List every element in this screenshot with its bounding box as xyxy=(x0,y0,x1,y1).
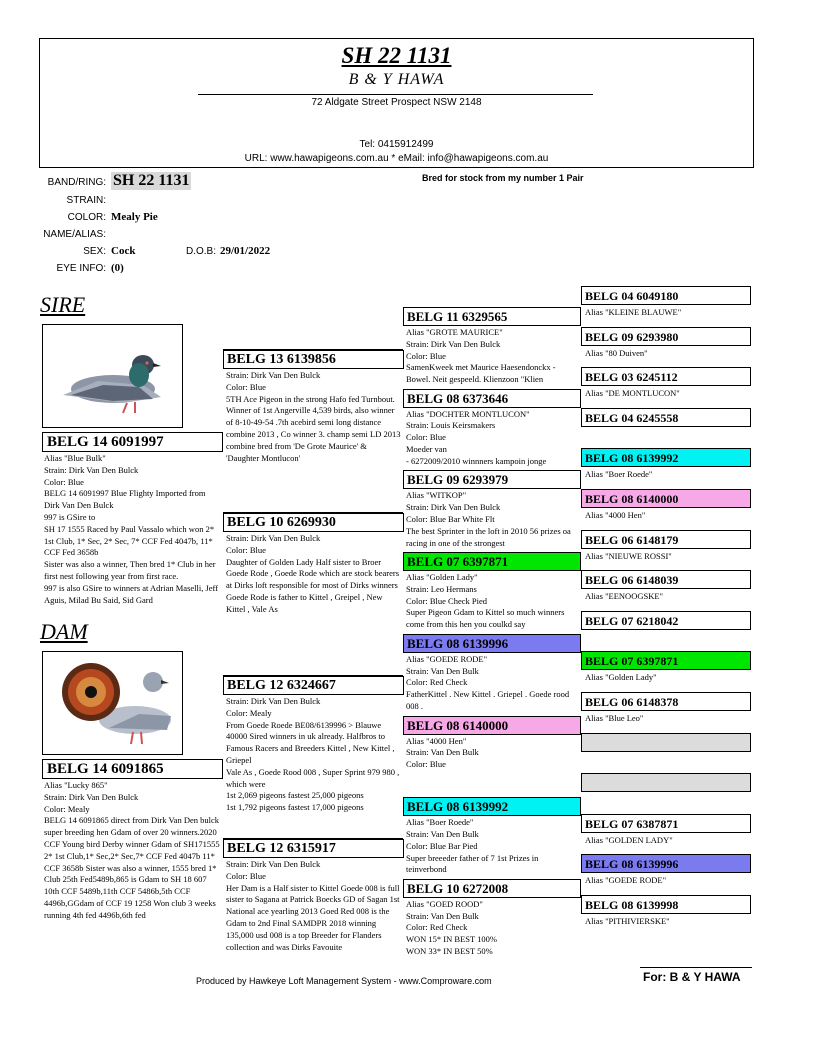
gen2-info xyxy=(226,859,402,977)
info-line: WON 15* IN BEST 100% xyxy=(406,934,497,945)
info-line: Vale As , Goede Rood 008 , Super Sprint 979 980 , which were xyxy=(226,766,400,789)
info-line: Strain: Leo Hermans xyxy=(406,583,477,594)
header-url-email: URL: www.hawapigeons.com.au * eMail: info@hawapigeons.com.au xyxy=(244,153,549,164)
gen4-ring: BELG 09 6293980 xyxy=(581,327,751,346)
pedigree-header xyxy=(39,38,754,168)
gen4-alias: Alias "PITHIVIERSKE" xyxy=(585,916,670,926)
info-line: Color: Blue xyxy=(226,544,266,555)
band-label: BAND/RING: xyxy=(47,177,106,188)
info-line: The best Sprinter in the loft in 2010 56 prizes oa racing in one of the strongest xyxy=(406,525,571,548)
gen4-alias: Alias "80 Duiven" xyxy=(585,347,648,358)
footer-produced-by: Produced by Hawkeye Loft Management System - www.Comproware.com xyxy=(196,976,492,986)
gen3-info xyxy=(406,654,578,713)
gen4-ring xyxy=(581,733,751,752)
info-line: Alias "Lucky 865" xyxy=(44,780,108,790)
gen4-ring: BELG 08 6139992 xyxy=(581,448,751,467)
gen4-alias: Alias "Boer Roede" xyxy=(585,469,653,480)
gen4-ring: BELG 07 6387871 xyxy=(581,814,751,833)
gen4-alias: Alias "GOLDEN LADY" xyxy=(585,834,673,845)
info-line: Strain: Van Den Bulk xyxy=(406,910,479,921)
gen3-ring: BELG 11 6329565 xyxy=(403,307,581,326)
gen2-ring: BELG 10 6269930 xyxy=(223,513,404,532)
info-line: Her Dam is a Half sister to Kittel Goede 008 is full sister to Sagana at Patrick Boecks GD of Sagan 1st National ace yearling 2013 Goed Red 008 is the Gdam to 2nd Final SAMDPR 2018 winning 135,000 usd 008 is a top Breeder for Flanders collection and was Dirks Favouite xyxy=(226,882,400,952)
header-divider xyxy=(198,94,593,95)
info-line: Alias "Golden Lady" xyxy=(406,572,478,583)
gen3-ring: BELG 08 6373646 xyxy=(403,389,581,408)
info-line: Color: Mealy xyxy=(44,803,90,814)
info-line: 1st 1,792 pigeons fastest 17,000 pigeons xyxy=(226,802,364,813)
sex-value: Cock xyxy=(111,245,136,257)
gen3-info xyxy=(406,490,578,549)
gen4-ring: BELG 08 6139998 xyxy=(581,895,751,914)
info-line: BELG 14 6091865 direct from Dirk Van Den bulck super breeding hen Gdam of over 20 winners.2020 CCF Young bird Derby winner Gdam of SH171555 2* 1st Club,1* Sec,2* Sec,7* CCF Fed 4047b 11* CCF 3658b Sister was also a winner, 1555 bred 1* Club 25th Fed5489b,865 is Gdam to SH 18 607 10th CCF 5489b,11th CCF 5486b,5th CCF 4496b,GGdam of CCF 19 1258 Won club 3 weeks running 4th fed 4496b,6th fed xyxy=(44,815,220,920)
gen2-ring: BELG 12 6315917 xyxy=(223,839,404,858)
footer-for-owner: For: B & Y HAWA xyxy=(643,970,741,984)
info-line: Strain: Dirk Van Den Bulck xyxy=(226,533,321,543)
info-line: Strain: Louis Keirsmakers xyxy=(406,420,496,431)
info-line: BELG 14 6091997 Blue Flighty Imported from Dirk Van Den Bulck xyxy=(44,488,206,511)
info-line: Super breeeder father of 7 1st Prizes in teinverbond xyxy=(406,852,539,875)
info-line: Color: Blue xyxy=(406,432,446,443)
info-line: Alias "GOED ROOD" xyxy=(406,898,483,909)
info-line: Color: Blue xyxy=(226,870,266,881)
info-line: Alias "Boer Roede" xyxy=(406,817,474,828)
info-line: Alias "GROTE MAURICE" xyxy=(406,327,503,337)
info-line: Color: Blue xyxy=(406,759,446,770)
info-line: Alias "GOEDE RODE" xyxy=(406,653,488,664)
dob-value: 29/01/2022 xyxy=(220,245,271,257)
gen4-alias: Alias "GOEDE RODE" xyxy=(585,875,667,886)
header-telephone: Tel: 0415912499 xyxy=(359,139,434,150)
header-owner-name: B & Y HAWA xyxy=(348,71,445,88)
gen4-ring: BELG 07 6218042 xyxy=(581,611,751,630)
info-line: 997 is also GSire to winners at Adrian Maselli, Jeff Aguis, Milad Bu Said, Sid Gard xyxy=(44,582,219,605)
gen3-ring: BELG 10 6272008 xyxy=(403,879,581,898)
gen4-alias: Alias "Blue Leo" xyxy=(585,713,644,723)
info-line: Strain: Dirk Van Den Bulck xyxy=(226,370,321,380)
info-line: Alias "Blue Bulk" xyxy=(44,453,106,463)
dam-ring: BELG 14 6091865 xyxy=(42,759,223,779)
info-line: 1st 2,069 pigeons fastest 25,000 pigeons xyxy=(226,790,364,801)
header-ring-title: SH 22 1131 xyxy=(341,43,452,68)
eye-info-label: EYE INFO: xyxy=(56,263,106,274)
info-line: Strain: Van Den Bulk xyxy=(406,665,479,676)
info-line: Strain: Dirk Van Den Bulck xyxy=(44,791,139,802)
info-line: Color: Blue xyxy=(226,381,266,392)
color-label: COLOR: xyxy=(67,212,106,223)
info-line: Strain: Dirk Van Den Bulck xyxy=(44,464,139,475)
info-line: Alias "DOCHTER MONTLUCON" xyxy=(406,408,530,419)
info-line: Winner of 1st Angerville 4,539 birds, also winner of 8-10-49-54 .7th acebird semi long distance combine 2013 , Co winner 3. champ semi LD 2013 combine bred from 'De Grote Maurice' & 'Daughter Montlucon' xyxy=(226,405,401,463)
gen4-ring: BELG 08 6139996 xyxy=(581,854,751,873)
info-line: Strain: Van Den Bulk xyxy=(406,747,479,758)
bred-note: Bred for stock from my number 1 Pair xyxy=(422,173,584,183)
eye-info-value: (0) xyxy=(111,262,124,274)
gen4-alias: Alias "DE MONTLUCON" xyxy=(585,388,680,399)
info-line: Color: Red Check xyxy=(406,677,468,688)
gen3-ring: BELG 08 6140000 xyxy=(403,716,581,735)
gen3-info xyxy=(406,409,578,468)
gen3-ring: BELG 08 6139996 xyxy=(403,634,581,653)
info-line: Strain: Dirk Van Den Bulck xyxy=(406,502,501,513)
info-line: Color: Blue xyxy=(406,350,446,361)
gen4-alias: Alias "4000 Hen" xyxy=(585,510,646,520)
info-line: Color: Red Check xyxy=(406,922,468,933)
info-line: 5TH Ace Pigeon in the strong Hafo fed Turnbout. xyxy=(226,393,395,404)
gen4-alias: Alias "Golden Lady" xyxy=(585,672,657,683)
dob-label: D.O.B: xyxy=(186,246,217,257)
info-line: Color: Blue Bar White Flt xyxy=(406,513,495,524)
info-line: Strain: Dirk Van Den Bulck xyxy=(406,338,501,349)
footer-divider xyxy=(640,967,752,968)
gen2-info xyxy=(226,533,402,671)
gen2-ring: BELG 13 6139856 xyxy=(223,350,404,369)
info-line: SamenKweek met Maurice Haesendonckx - Bowel. Neit gespeeld. Klienzoon "Klien xyxy=(406,362,556,385)
gen3-info xyxy=(406,572,578,631)
sire-info xyxy=(44,453,222,613)
gen4-ring: BELG 08 6140000 xyxy=(581,489,751,508)
gen4-ring: BELG 06 6148378 xyxy=(581,692,751,711)
dam-info xyxy=(44,780,222,940)
gen4-alias: Alias "EENOOGSKE" xyxy=(585,591,664,602)
gen4-ring: BELG 03 6245112 xyxy=(581,367,751,386)
info-line: FatherKittel . New Kittel . Griepel . Goede rood 008 . xyxy=(406,689,570,711)
gen3-info xyxy=(406,899,578,958)
info-line: Daughter of Golden Lady Half sister to Broer Goede Rode , Goede Rode which are stock bearers at Dirks loft responsible for most of Dirks winners Goede Rode is father to Kittel , Greipel , New Kittel , Vale As xyxy=(226,556,400,614)
info-line: Color: Blue Bar Pied xyxy=(406,840,478,851)
dam-section-label: DAM xyxy=(40,619,88,644)
info-line: Color: Blue Check Pied xyxy=(406,595,487,606)
info-line: Color: Blue xyxy=(44,476,84,487)
gen4-ring: BELG 06 6148039 xyxy=(581,570,751,589)
info-line: Super Pigeon Gdam to Kittel so much winners come from this hen you coulkd say xyxy=(406,607,565,630)
pigeon-eye-image-icon xyxy=(43,652,182,754)
gen4-ring: BELG 06 6148179 xyxy=(581,530,751,549)
sire-section-label: SIRE xyxy=(40,292,86,317)
gen2-info xyxy=(226,370,402,508)
info-line: Alias "4000 Hen" xyxy=(406,735,467,746)
gen3-ring: BELG 07 6397871 xyxy=(403,552,581,571)
info-line: Sister was also a winner, Then bred 1* Club in her first nest following year from first race. xyxy=(44,559,216,581)
info-line: From Goede Roede BE08/6139996 > Blauwe 40000 Sired winners in uk already. Halfbros to Famous Racers and Breeders Kittel , New Kittel , Griepel xyxy=(226,719,395,765)
gen3-ring: BELG 08 6139992 xyxy=(403,797,581,816)
info-line: 997 is GSire to xyxy=(44,511,96,522)
info-line: Color: Mealy xyxy=(226,707,272,718)
info-line: Strain: Dirk Van Den Bulck xyxy=(226,859,321,869)
gen2-ring: BELG 12 6324667 xyxy=(223,676,404,695)
gen4-ring: BELG 07 6397871 xyxy=(581,651,751,670)
gen4-alias: Alias "NIEUWE ROSSI" xyxy=(585,550,672,561)
dam-photo xyxy=(42,651,183,755)
color-value: Mealy Pie xyxy=(111,211,158,223)
sex-label: SEX: xyxy=(83,246,106,257)
info-line: Moeder van xyxy=(406,444,447,455)
info-line: WON 33* IN BEST 50% xyxy=(406,946,493,957)
gen4-ring: BELG 04 6049180 xyxy=(581,286,751,305)
sire-ring: BELG 14 6091997 xyxy=(42,432,223,452)
gen2-info xyxy=(226,696,402,834)
gen4-ring: BELG 04 6245558 xyxy=(581,408,751,427)
gen3-info xyxy=(406,736,578,795)
band-value: SH 22 1131 xyxy=(113,172,190,189)
gen4-alias: Alias "KLEINE BLAUWE" xyxy=(585,307,682,317)
info-line: SH 17 1555 Raced by Paul Vassalo which won 2* 1st Club, 1* Sec, 2* Sec, 7* CCF Fed 4047b, 11* CCF Fed 3658b xyxy=(44,523,215,558)
info-line: - 6272009/2010 winnners kampoin jonge xyxy=(406,455,547,466)
header-address: 72 Aldgate Street Prospect NSW 2148 xyxy=(311,97,482,108)
gen3-info xyxy=(406,817,578,876)
gen3-ring: BELG 09 6293979 xyxy=(403,470,581,489)
strain-label: STRAIN: xyxy=(66,195,106,206)
pigeon-image-icon xyxy=(43,325,182,427)
gen3-info xyxy=(406,327,578,386)
info-line: Alias "WITKOP" xyxy=(406,490,467,501)
info-line: Strain: Van Den Bulk xyxy=(406,828,479,839)
info-line: Strain: Dirk Van Den Bulck xyxy=(226,696,321,706)
name-alias-label: NAME/ALIAS: xyxy=(43,229,106,240)
sire-photo xyxy=(42,324,183,428)
gen4-ring xyxy=(581,773,751,792)
